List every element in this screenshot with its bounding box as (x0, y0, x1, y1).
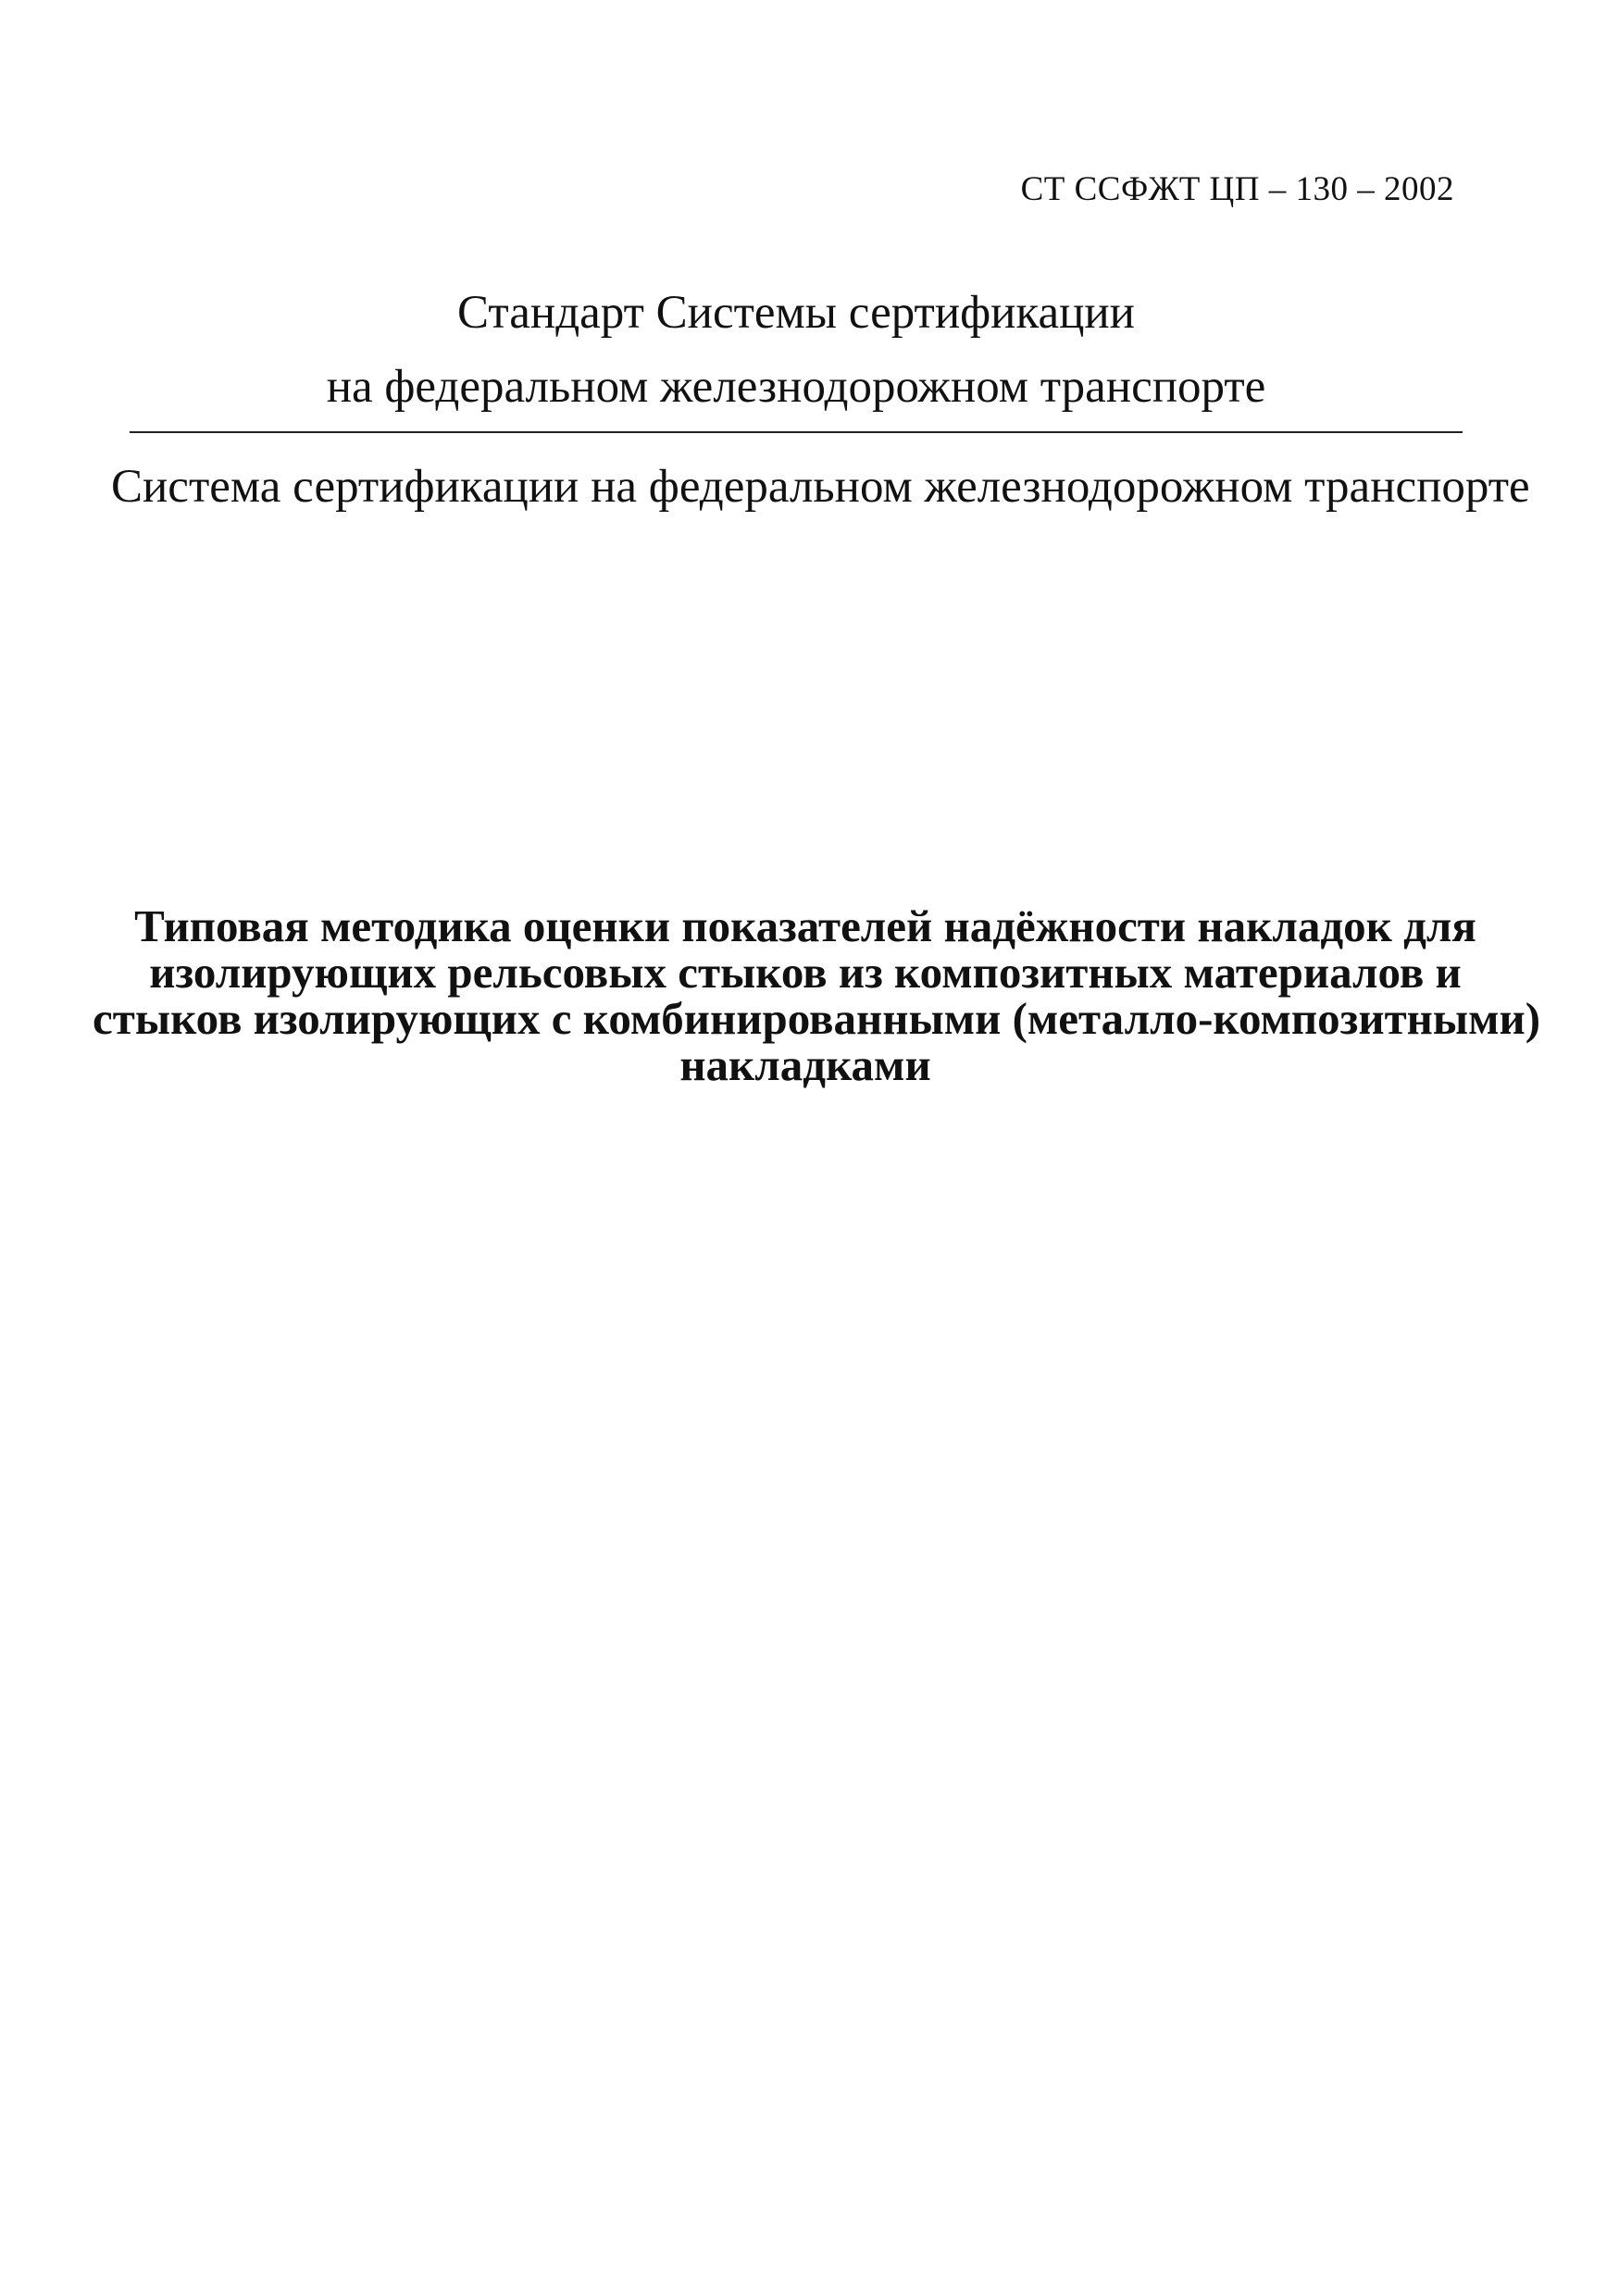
certification-system-name: Система сертификации на федеральном железнодорожном транспорте (111, 461, 1530, 513)
document-title-line-4: накладками (679, 1039, 931, 1090)
document-title-line-3: стыков изолирующих с комбинированными (металло-композитными) (93, 993, 1541, 1044)
standard-heading-line-2: на федеральном железнодорожном транспорте (326, 361, 1266, 413)
document-title-line-2: изолирующих рельсовых стыков из композитных материалов и (149, 947, 1462, 998)
document-title-line-1: Типовая методика оценки показателей надёжности накладок для (134, 900, 1476, 951)
document-code: СТ ССФЖТ ЦП – 130 – 2002 (1020, 170, 1454, 208)
standard-heading-line-1: Стандарт Системы сертификации (457, 287, 1135, 339)
standard-heading (130, 276, 1463, 424)
document-title (93, 900, 1541, 1090)
header-divider (130, 431, 1463, 433)
